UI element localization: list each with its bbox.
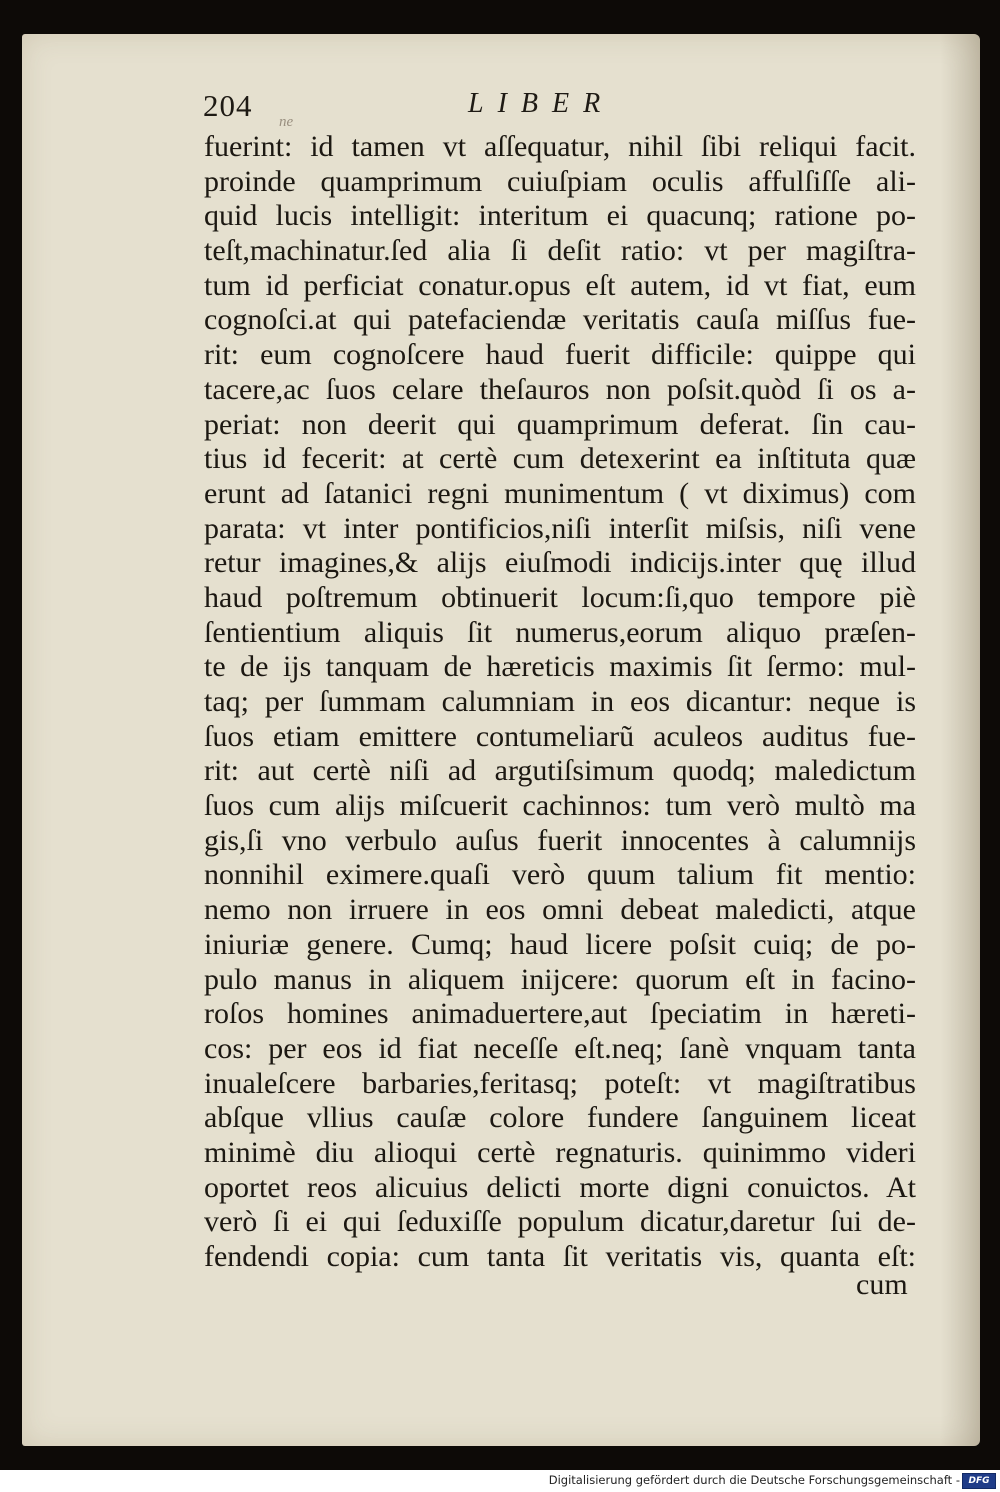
text-line: erunt ad ſatanici regni munimentum ( vt diximus) com	[204, 476, 916, 510]
text-line: taq; per ſummam calumniam in eos dicantur: neque is	[204, 685, 916, 718]
text-line: teſt,machinatur.ſed alia ſi deſit ratio: vt per magiſtra-	[204, 234, 916, 268]
text-line: tacere,ac ſuos celare theſauros non poſsit.quòd ſi os a-	[204, 372, 916, 406]
text-line: gis,ſi vno verbulo auſus fuerit innocentes à calumnijs	[204, 823, 916, 857]
text-line: retur imagines,& alijs eiuſmodi indicijs.inter quę illud	[204, 546, 916, 580]
text-line: tius id fecerit: at certè cum detexerint ea inſtituta quæ	[204, 442, 916, 476]
text-line: inualeſcere barbaries,feritasq; poteſt: vt magiſtratibus	[204, 1066, 916, 1100]
text-line: rit: eum cognoſcere haud fuerit difficile: quippe qui	[204, 338, 916, 372]
text-line: periat: non deerit qui quamprimum deferat. ſin cau-	[204, 407, 916, 441]
text-line: fendendi copia: cum tanta ſit veritatis vis, quanta eſt:	[204, 1240, 916, 1273]
dfg-logo: DFG	[962, 1473, 996, 1489]
handwritten-annotation: ne	[279, 114, 294, 130]
text-line: iniuriæ genere. Cumq; haud licere poſsit cuiq; de po-	[204, 927, 916, 961]
text-line: verò ſi ei qui ſeduxiſſe populum dicatur,daretur ſui de-	[204, 1205, 916, 1239]
text-line: fuerint: id tamen vt aſſequatur, nihil ſibi reliqui facit.	[204, 130, 916, 163]
text-line: nonnihil eximere.quaſi verò quum talium fit mentio:	[204, 858, 916, 892]
text-line: cognoſci.at qui patefaciendæ veritatis cauſa miſſus fue-	[204, 303, 916, 337]
text-line: quid lucis intelligit: interitum ei quacunq; ratione po-	[204, 199, 916, 233]
body-text	[204, 130, 916, 1275]
text-line: tum id perficiat conatur.opus eſt autem, id vt fiat, eum	[204, 268, 916, 302]
running-head: LIBER	[468, 88, 615, 119]
text-line: roſos homines animaduertere,aut ſpeciatim in hæreti-	[204, 997, 916, 1031]
text-line: minimè diu alioqui certè regnaturis. quinimmo videri	[204, 1135, 916, 1169]
text-line: abſque vllius cauſæ colore fundere ſanguinem liceat	[204, 1101, 916, 1135]
text-line: haud poſtremum obtinuerit locum:ſi,quo tempore piè	[204, 580, 916, 614]
text-line: proinde quamprimum cuiuſpiam oculis affulſiſſe ali-	[204, 164, 916, 198]
text-line: ſuos cum alijs miſcuerit cachinnos: tum verò multò ma	[204, 789, 916, 823]
page-number: 204	[203, 88, 253, 123]
text-line: ſuos etiam emittere contumeliarũ aculeos auditus fue-	[204, 719, 916, 753]
funding-note: Digitalisierung gefördert durch die Deutsche Forschungsgemeinschaft -	[548, 1473, 960, 1487]
text-line: nemo non irruere in eos omni debeat maledicti, atque	[204, 893, 916, 927]
text-line: rit: aut certè niſi ad argutiſsimum quodq; maledictum	[204, 754, 916, 788]
book-page	[22, 34, 980, 1446]
text-line: te de ijs tanquam de hæreticis maximis ſit ſermo: mul-	[204, 650, 916, 684]
catchword: cum	[856, 1268, 908, 1301]
text-line: oportet reos alicuius delicti morte digni conuictos. At	[204, 1170, 916, 1204]
footer-bar	[0, 1470, 1000, 1492]
text-line: pulo manus in aliquem inijcere: quorum eſt in facino-	[204, 962, 916, 996]
text-line: ſentientium aliquis ſit numerus,eorum aliquo præſen-	[204, 615, 916, 649]
text-line: parata: vt inter pontificios,niſi interſit miſsis, niſi vene	[204, 511, 916, 545]
text-line: cos: per eos id fiat neceſſe eſt.neq; ſanè vnquam tanta	[204, 1031, 916, 1065]
